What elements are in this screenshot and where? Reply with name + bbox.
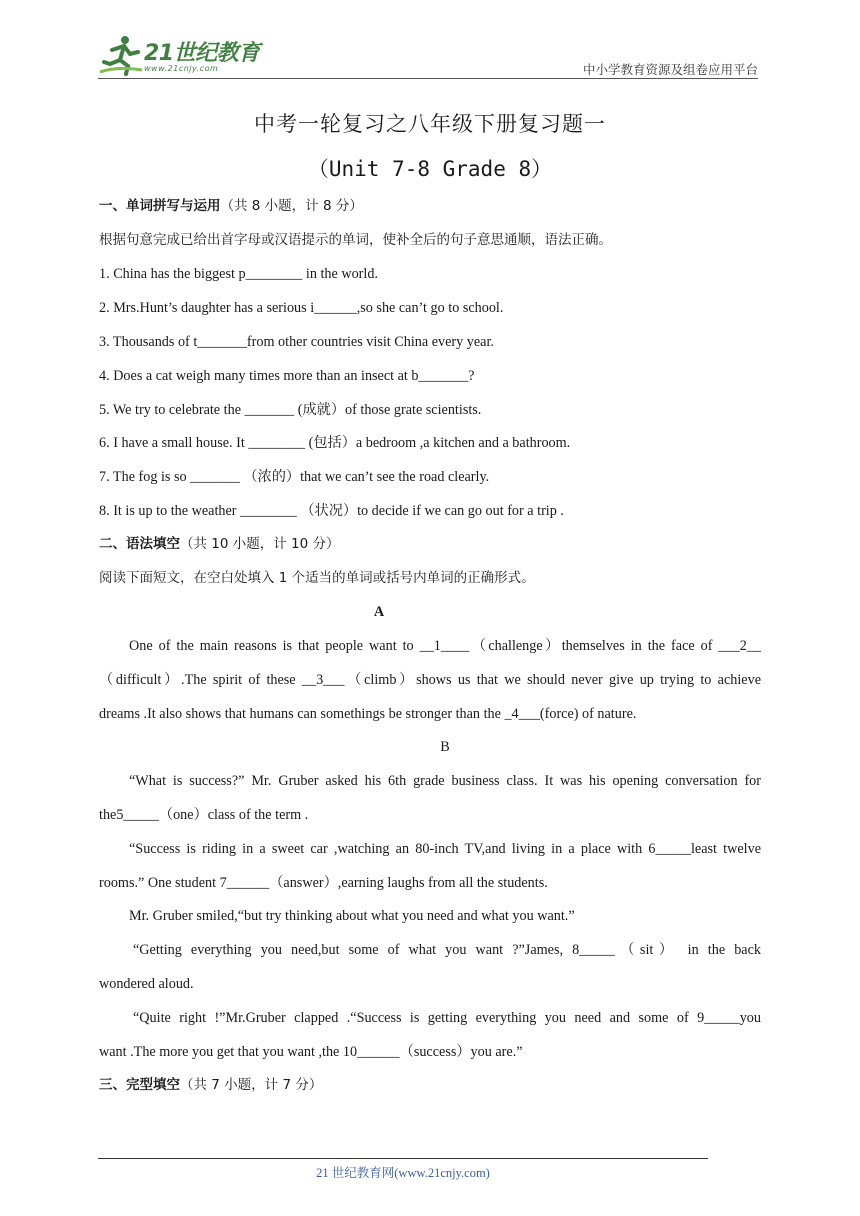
question-1: 1. China has the biggest p________ in the world. — [99, 266, 378, 282]
question-8: 8. It is up to the weather ________ （状况）to decide if we can go out for a trip . — [99, 503, 564, 519]
section2-points: （共 10 小题，计 10 分） — [180, 536, 340, 552]
logo — [98, 34, 268, 76]
footer-divider — [98, 1158, 708, 1159]
section1-points: （共 8 小题，计 8 分） — [220, 198, 363, 214]
section3-heading — [99, 1075, 761, 1095]
runner-logo-icon — [98, 34, 144, 76]
passage-b-line: “Getting everything you need,but some of what you want ?”James, 8_____（sit） in the back — [133, 942, 761, 958]
header-divider — [98, 78, 758, 79]
passage-a-line: （difficult）.The spirit of these __3___（climb）shows us that we should never give up trying to achieve — [99, 672, 761, 688]
section2-title: 二、语法填空 — [99, 536, 180, 552]
page-header — [98, 30, 758, 78]
passage-a-label: A — [373, 604, 385, 620]
passage-b-line: “Success is riding in a sweet car ,watching an 80-inch TV,and living in a place with 6_____least twelve — [129, 841, 761, 857]
footer-link[interactable]: 21 世纪教育网(www.21cnjy.com) — [316, 1166, 490, 1180]
section2-heading — [99, 534, 761, 554]
section1-title: 一、单词拼写与运用 — [99, 198, 221, 214]
question-2: 2. Mrs.Hunt’s daughter has a serious i______,so she can’t go to school. — [99, 300, 504, 316]
passage-b-line: “What is success?” Mr. Gruber asked his 6th grade business class. It was his opening conversation for — [129, 773, 761, 789]
passage-b-line: “Quite right !”Mr.Gruber clapped .“Success is getting everything you need and some of 9_____you — [133, 1010, 761, 1026]
section3-points: （共 7 小题，计 7 分） — [180, 1077, 323, 1093]
passage-b-line: the5_____（one）class of the term . — [99, 807, 309, 823]
passage-b-line: rooms.” One student 7______（answer）,earning laughs from all the students. — [99, 875, 548, 891]
logo-url: www.21cnjy.com — [144, 64, 219, 73]
passage-b-label: B — [440, 739, 450, 755]
question-4: 4. Does a cat weigh many times more than an insect at b_______? — [99, 368, 475, 384]
section2-instruction: 阅读下面短文，在空白处填入 1 个适当的单词或括号内单词的正确形式。 — [99, 570, 535, 586]
passage-a-line: One of the main reasons is that people want to __1____（challenge）themselves in the face of ___2__ — [129, 638, 761, 654]
section1-instruction: 根据句意完成已给出首字母或汉语提示的单词，使补全后的句子意思通顺，语法正确。 — [99, 232, 612, 248]
passage-b-line: wondered aloud. — [99, 976, 194, 992]
passage-b-line: Mr. Gruber smiled,“but try thinking about what you need and what you want.” — [129, 908, 575, 924]
platform-tagline: 中小学教育资源及组卷应用平台 — [582, 63, 758, 77]
question-6: 6. I have a small house. It ________ (包括）a bedroom ,a kitchen and a bathroom. — [99, 435, 571, 451]
question-5: 5. We try to celebrate the _______ (成就）of those grate scientists. — [99, 402, 482, 418]
section1-heading — [99, 196, 761, 216]
question-3: 3. Thousands of t_______from other countries visit China every year. — [99, 334, 494, 350]
passage-b-line: want .The more you get that you want ,the 10______（success）you are.” — [99, 1044, 523, 1060]
section3-title: 三、完型填空 — [99, 1077, 180, 1093]
question-7: 7. The fog is so _______ （浓的）that we can’t see the road clearly. — [99, 469, 490, 485]
document-subtitle: （Unit 7-8 Grade 8） — [307, 157, 553, 181]
passage-a-line: dreams .It also shows that humans can somethings be stronger than the _4___(force) of nature. — [99, 706, 637, 722]
document-title: 中考一轮复习之八年级下册复习题一 — [254, 112, 606, 136]
logo-text: 21世纪教育 — [144, 41, 260, 66]
